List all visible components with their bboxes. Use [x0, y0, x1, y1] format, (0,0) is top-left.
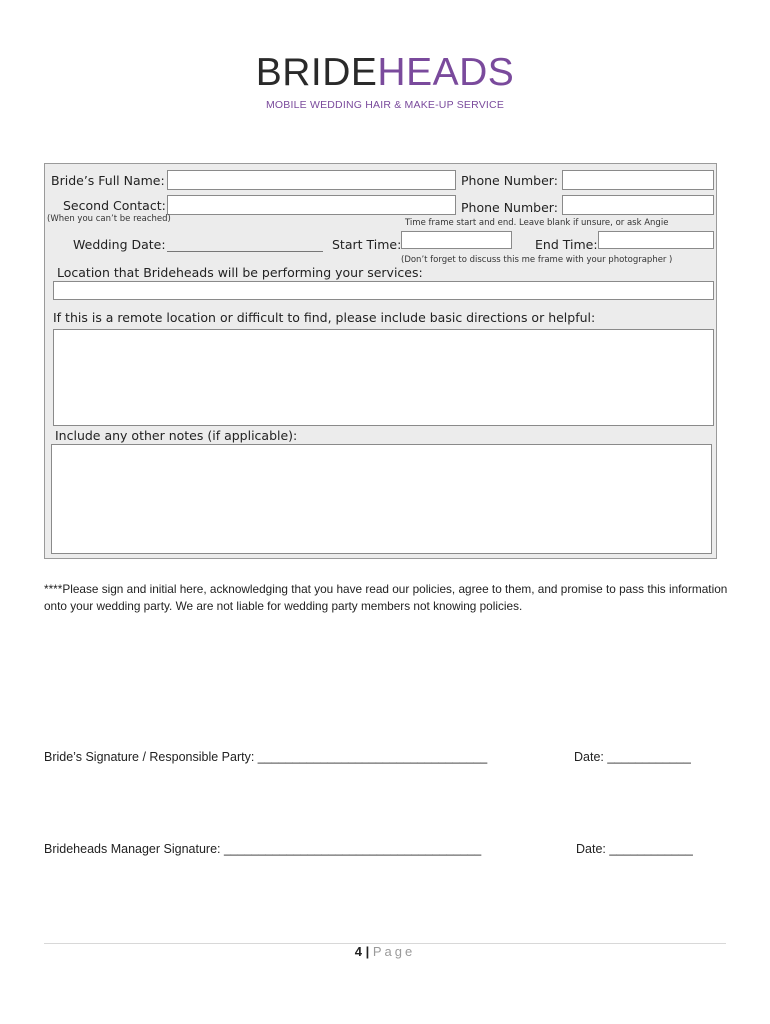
- manager-signature-line[interactable]: Brideheads Manager Signature: _____________________________________: [44, 842, 482, 856]
- photographer-note: (Don’t forget to discuss this me frame with your photographer: [401, 255, 667, 265]
- end-time-input[interactable]: [598, 231, 714, 249]
- notes-textarea[interactable]: [51, 444, 712, 554]
- photographer-note-close: ): [669, 255, 673, 265]
- phone-number-input-1[interactable]: [562, 170, 714, 190]
- second-contact-note: (When you can’t be reached): [47, 214, 171, 224]
- start-time-input[interactable]: [401, 231, 512, 249]
- notes-label: Include any other notes (if applicable):: [55, 428, 298, 443]
- policy-notice: ****Please sign and initial here, acknowledging that you have read our policies, agree to them, and promise to pass this information onto your wedding party. We are not liable for wedding party members not knowing policies.: [44, 582, 728, 613]
- second-contact-label: Second Contact:: [63, 198, 166, 213]
- wedding-date-input[interactable]: [167, 234, 323, 252]
- brides-name-input[interactable]: [167, 170, 456, 190]
- tagline: MOBILE WEDDING HAIR & MAKE-UP SERVICE: [265, 99, 505, 111]
- logo-part-heads: HEADS: [377, 51, 515, 94]
- wedding-date-label: Wedding Date:: [73, 237, 166, 252]
- directions-label: If this is a remote location or difficult to find, please include basic directions or helpful:: [53, 310, 596, 325]
- page-word: Page: [372, 944, 416, 959]
- page-separator: |: [361, 944, 373, 959]
- location-input[interactable]: [53, 281, 714, 300]
- phone-number-label-2: Phone Number:: [461, 200, 558, 215]
- timeframe-note: Time frame start and end. Leave blank if unsure, or ask Angie: [405, 218, 669, 228]
- directions-textarea[interactable]: [53, 329, 714, 426]
- page-footer: [0, 944, 770, 959]
- brides-name-label: Bride’s Full Name:: [51, 173, 165, 188]
- phone-number-input-2[interactable]: [562, 195, 714, 215]
- logo: [0, 50, 770, 96]
- logo-part-bride: BRIDE: [255, 51, 378, 94]
- second-contact-input[interactable]: [167, 195, 456, 215]
- location-label: Location that Brideheads will be performing your services:: [57, 265, 423, 280]
- end-time-label: End Time:: [535, 237, 598, 252]
- manager-date-line[interactable]: Date: ____________: [576, 842, 693, 856]
- bride-signature-line[interactable]: Bride’s Signature / Responsible Party: _________________________________: [44, 750, 488, 764]
- page-number: 4: [354, 944, 362, 959]
- phone-number-label-1: Phone Number:: [461, 173, 558, 188]
- bride-date-line[interactable]: Date: ____________: [574, 750, 691, 764]
- start-time-label: Start Time:: [332, 237, 402, 252]
- booking-form: [44, 163, 717, 559]
